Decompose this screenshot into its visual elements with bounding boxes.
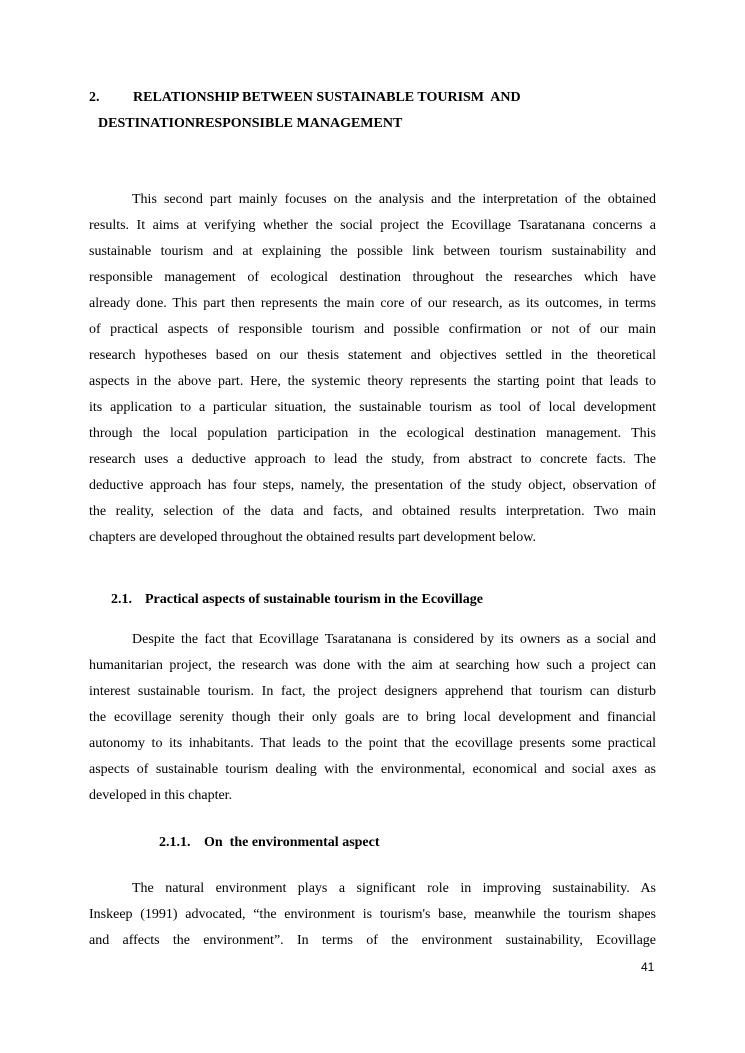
- section-number: 2.: [89, 90, 100, 105]
- paragraph-line: This second part mainly focuses on the analysis and the interpretation of the obtained: [132, 192, 656, 207]
- paragraph-line: results. It aims at verifying whether the social project the Ecovillage Tsaratanana concerns a: [89, 218, 656, 233]
- subsection-paragraph: [89, 627, 656, 809]
- subsection-number: 2.1.: [111, 592, 132, 607]
- paragraph-line: research uses a deductive approach to lead the study, from abstract to concrete facts. The: [89, 452, 656, 467]
- paragraph-line: sustainable tourism and at explaining the possible link between tourism sustainability and: [89, 244, 656, 259]
- paragraph-line: of practical aspects of responsible tourism and possible confirmation or not of our main: [89, 322, 656, 337]
- paragraph-line: and affects the environment”. In terms of the environment sustainability, Ecovillage: [89, 933, 656, 948]
- subsubsection-title: On the environmental aspect: [204, 835, 380, 850]
- paragraph-line: autonomy to its inhabitants. That leads to the point that the ecovillage presents some practical: [89, 736, 656, 751]
- paragraph-line: already done. This part then represents the main core of our research, as its outcomes, in terms: [89, 296, 656, 311]
- paragraph-line: the ecovillage serenity though their only goals are to bring local development and financial: [89, 710, 656, 725]
- section-title-line2: DESTINATIONRESPONSIBLE MANAGEMENT: [98, 116, 403, 131]
- paragraph-line: through the local population participation in the ecological destination management. This: [89, 426, 656, 441]
- paragraph-line: chapters are developed throughout the obtained results part development below.: [89, 530, 536, 545]
- paragraph-line: deductive approach has four steps, namely, the presentation of the study object, observation of: [89, 478, 656, 493]
- subsection-title: Practical aspects of sustainable tourism in the Ecovillage: [145, 592, 483, 607]
- paragraph-line: responsible management of ecological destination throughout the researches which have: [89, 270, 656, 285]
- paragraph-line: interest sustainable tourism. In fact, the project designers apprehend that tourism can disturb: [89, 684, 656, 699]
- paragraph-line: aspects in the above part. Here, the systemic theory represents the starting point that leads to: [89, 374, 656, 389]
- paragraph-line: Despite the fact that Ecovillage Tsaratanana is considered by its owners as a social and: [132, 632, 656, 647]
- paragraph-line: Inskeep (1991) advocated, “the environment is tourism's base, meanwhile the tourism shapes: [89, 907, 656, 922]
- paragraph-line: aspects of sustainable tourism dealing with the environmental, economical and social axes as: [89, 762, 656, 777]
- paragraph-line: its application to a particular situation, the sustainable tourism as tool of local development: [89, 400, 656, 415]
- paragraph-line: research hypotheses based on our thesis statement and objectives settled in the theoretical: [89, 348, 656, 363]
- page-number: 41: [641, 960, 655, 974]
- paragraph-line: developed in this chapter.: [89, 788, 233, 803]
- intro-paragraph: [89, 187, 656, 551]
- paragraph-line: the reality, selection of the data and facts, and obtained results interpretation. Two main: [89, 504, 656, 519]
- paragraph-line: humanitarian project, the research was done with the aim at searching how such a project can: [89, 658, 656, 673]
- paragraph-line: The natural environment plays a significant role in improving sustainability. As: [132, 881, 656, 896]
- subsubsection-number: 2.1.1.: [159, 835, 191, 850]
- subsubsection-paragraph: [89, 876, 656, 954]
- section-title-line1: RELATIONSHIP BETWEEN SUSTAINABLE TOURISM AND: [133, 90, 521, 105]
